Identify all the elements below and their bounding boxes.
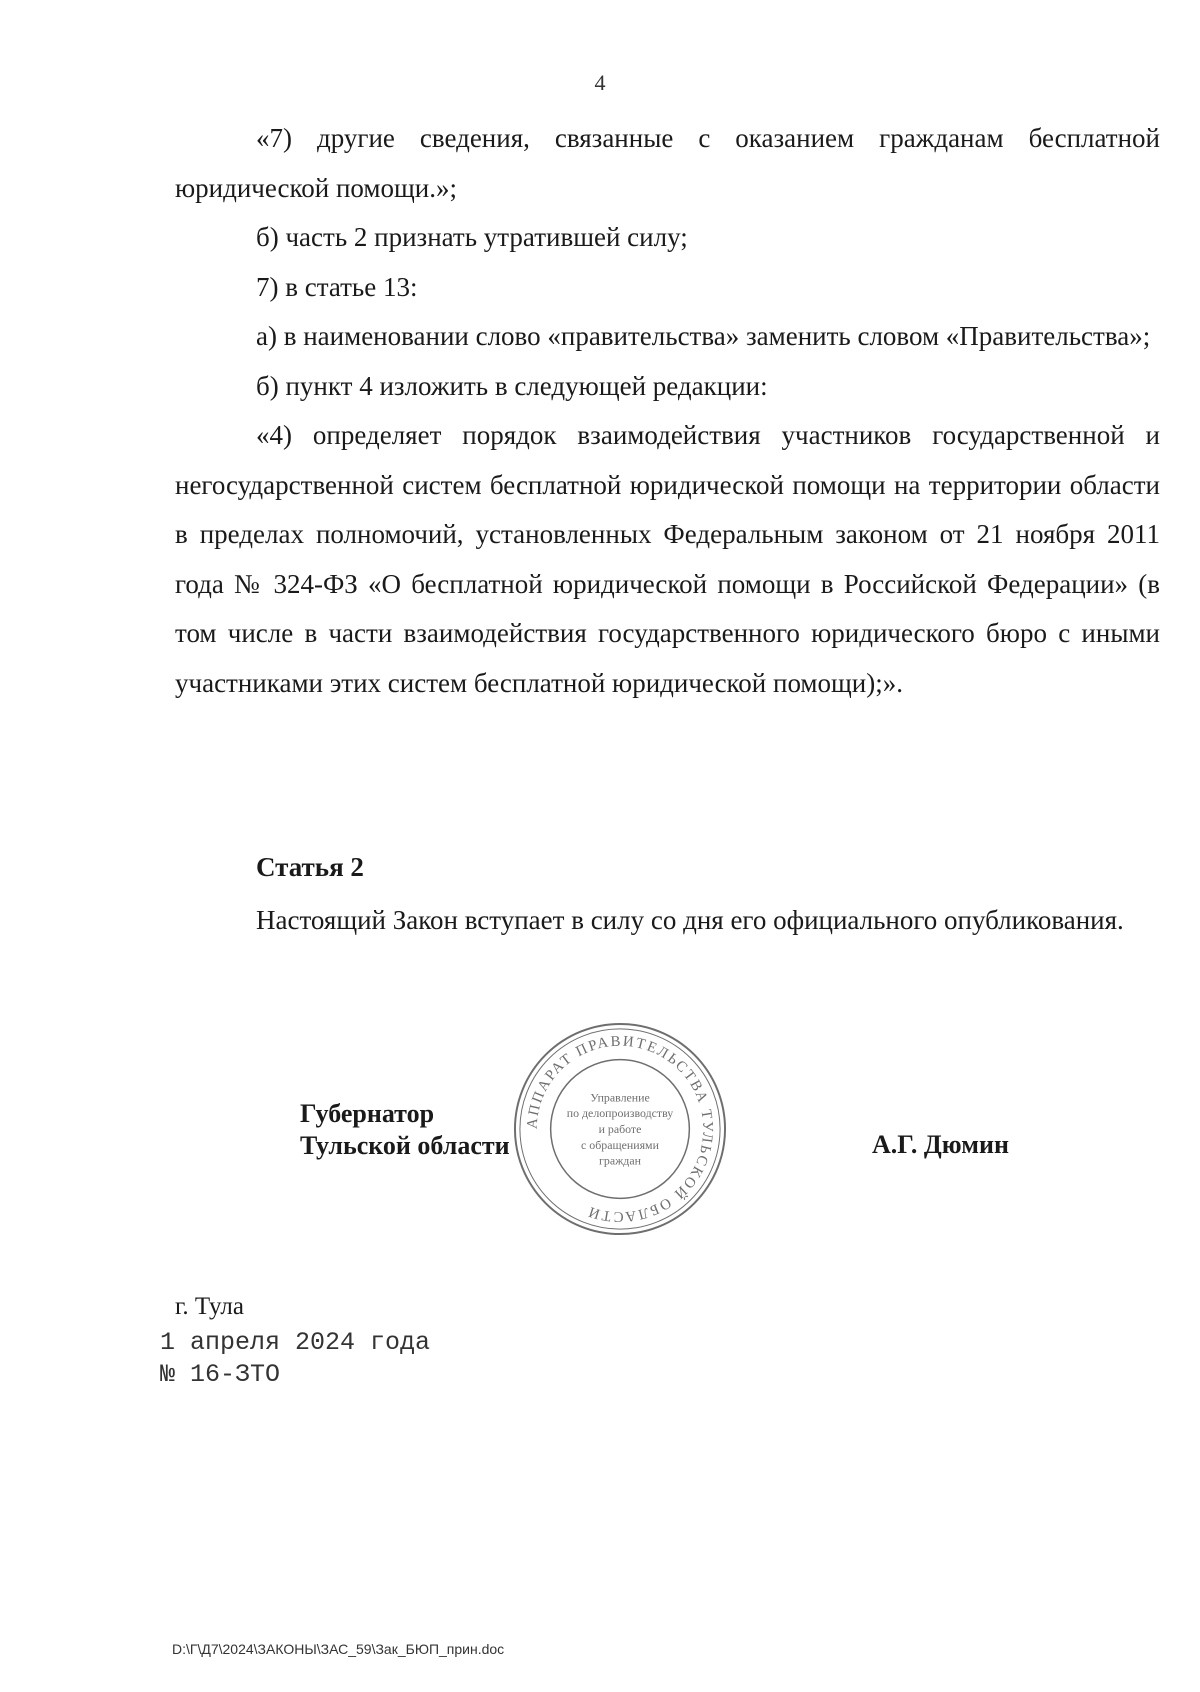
paragraph: «7) другие сведения, связанные с оказанием гражданам бесплатной юридической помощи.»; [175, 123, 1160, 203]
signature-title [300, 1098, 510, 1162]
file-path: D:\Г\Д7\2024\ЗАКОНЫ\ЗАС_59\Зак_БЮП_прин.doc [172, 1641, 505, 1657]
footer-date-number [160, 1327, 430, 1391]
stamp-center-line: по делопроизводству [566, 1106, 674, 1121]
page-number: 4 [594, 70, 606, 95]
official-stamp [511, 1020, 729, 1238]
signature-title-line: Губернатор [300, 1099, 435, 1128]
paragraph: «4) определяет порядок взаимодействия участников государственной и негосударственной систем бесплатной юридической помощи на территории области в пределах полномочий, установленных Федеральным законом от 21 ноября 2011 года № 324-ФЗ «О бесплатной юридической помощи в Российской Федерации» (в том числе в части взаимодействия государственного юридического бюро с иными участниками этих систем бесплатной юридической помощи);». [175, 420, 1160, 698]
footer-city: г. Тула [175, 1293, 244, 1320]
article-text: Настоящий Закон вступает в силу со дня его официального опубликования. [256, 905, 1124, 935]
stamp-center-line: Управление [590, 1090, 650, 1105]
paragraph: б) часть 2 признать утратившей силу; [256, 222, 688, 252]
footer-date: 1 апреля 2024 года [160, 1328, 431, 1357]
article-heading: Статья 2 [256, 852, 364, 882]
stamp-center-line: граждан [599, 1153, 641, 1168]
stamp-center-line: с обращениями [581, 1137, 659, 1152]
footer-number: № 16-ЗТО [160, 1360, 281, 1389]
signature-title-line: Тульской области [300, 1131, 510, 1160]
stamp-center-line: и работе [598, 1121, 642, 1136]
paragraph: а) в наименовании слово «правительства» заменить словом «Правительства»; [256, 321, 1151, 351]
paragraph: 7) в статье 13: [256, 271, 418, 302]
article-text-block [175, 896, 1160, 946]
stamp-ring-text: АППАРАТ ПРАВИТЕЛЬСТВА ТУЛЬСКОЙ ОБЛАСТИ [524, 1033, 716, 1225]
document-body [175, 114, 1160, 708]
signature-name: А.Г. Дюмин [872, 1130, 1009, 1159]
paragraph: б) пункт 4 изложить в следующей редакции: [256, 370, 768, 401]
